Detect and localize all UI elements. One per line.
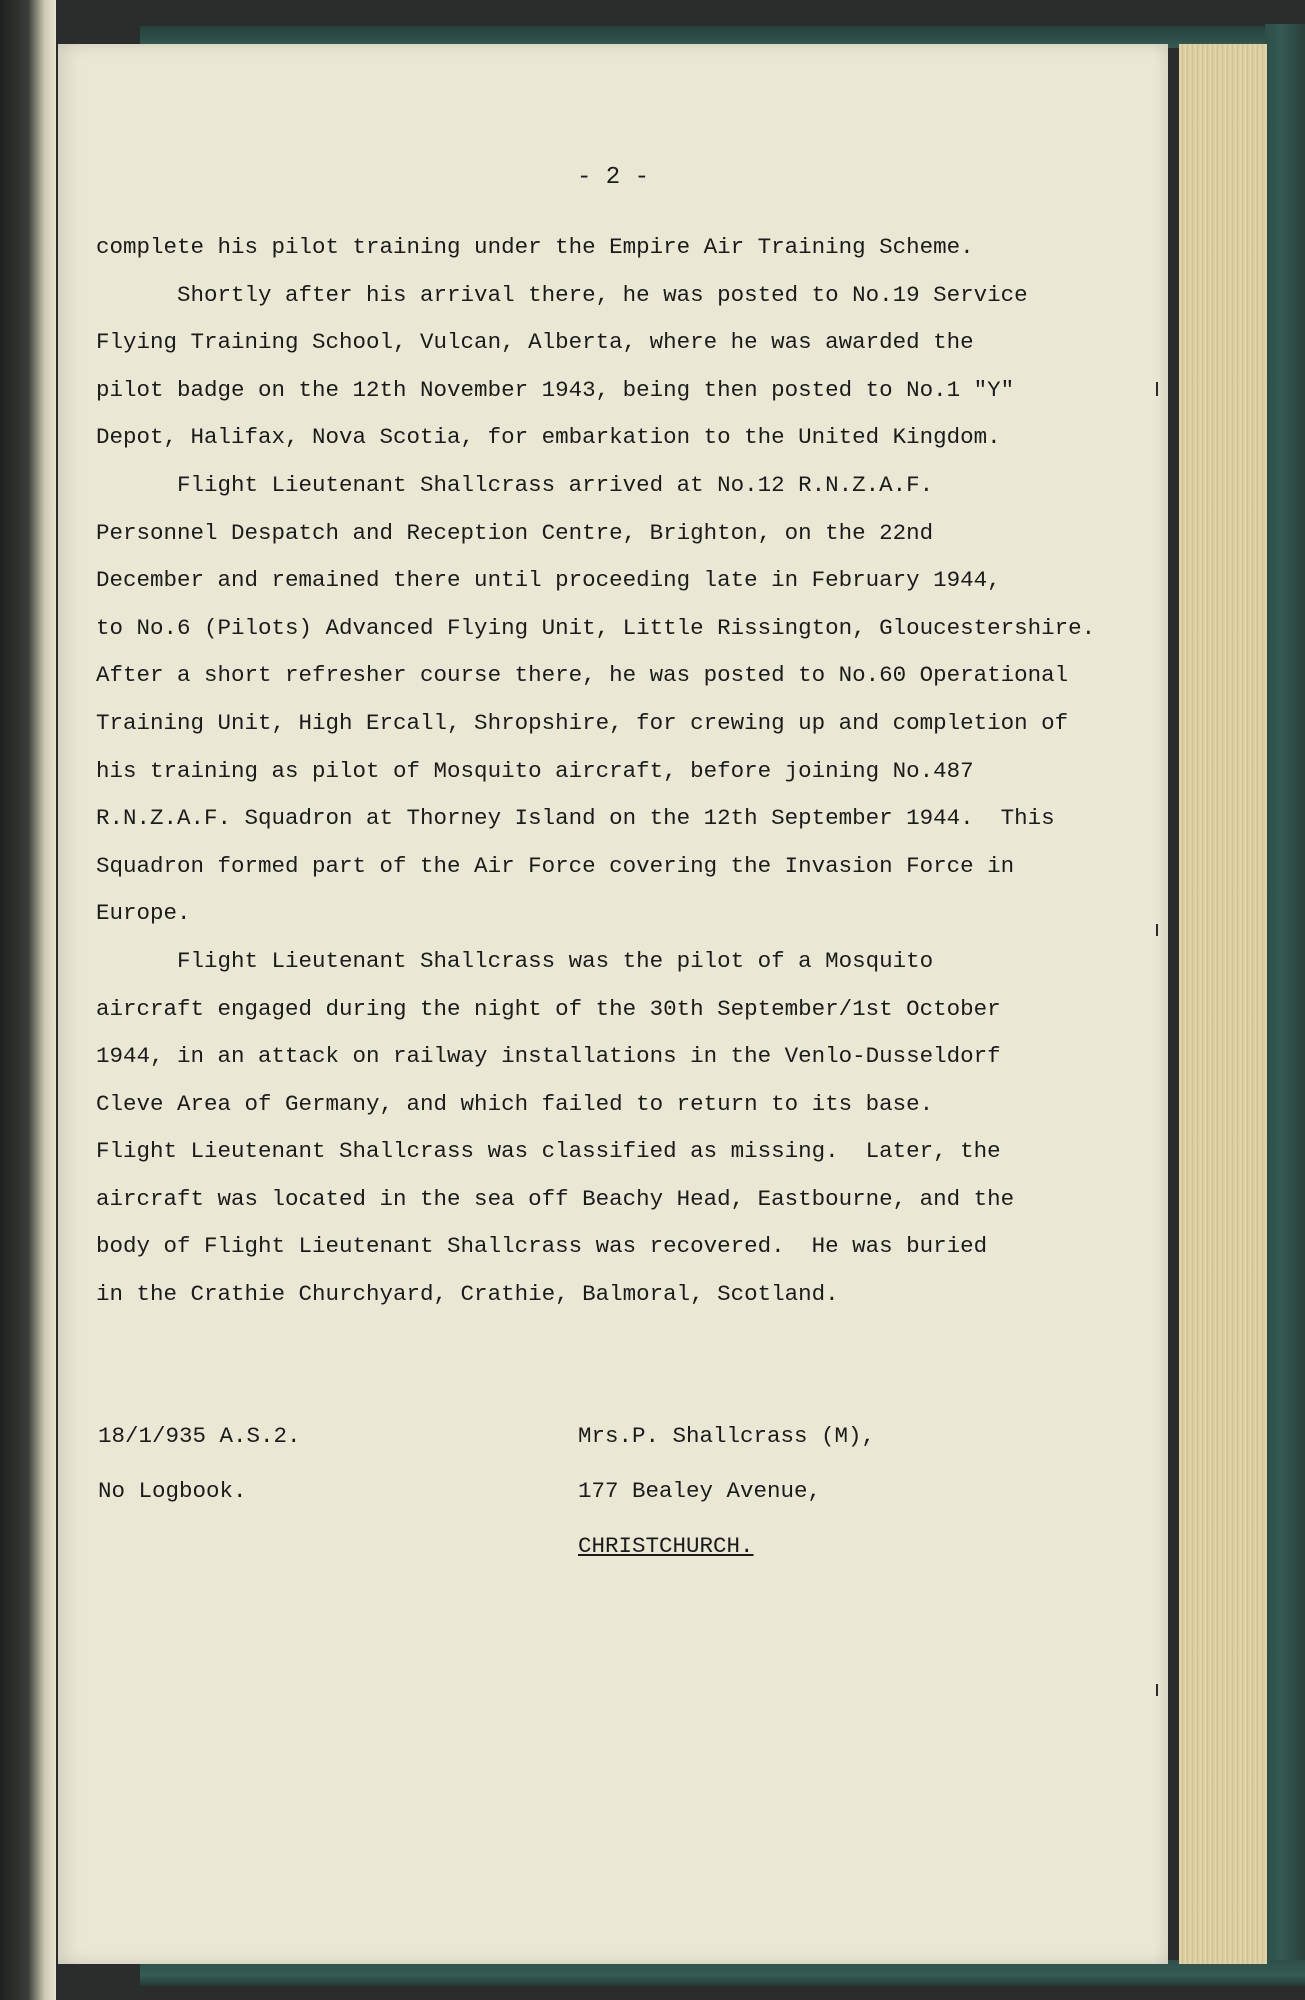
page-number: - 2 - xyxy=(576,164,649,191)
body-line: in the Crathie Churchyard, Crathie, Balmoral, Scotland. xyxy=(96,1281,839,1308)
file-reference: 18/1/935 A.S.2. xyxy=(98,1423,301,1449)
document-page xyxy=(58,44,1168,1964)
body-line: Depot, Halifax, Nova Scotia, for embarkation to the United Kingdom. xyxy=(96,424,1001,451)
margin-mark xyxy=(1156,382,1158,396)
addressee-name: Mrs.P. Shallcrass (M), xyxy=(578,1423,876,1449)
body-line: After a short refresher course there, he was posted to No.60 Operational xyxy=(96,662,1069,689)
logbook-note: No Logbook. xyxy=(98,1478,247,1504)
cover-right-edge xyxy=(1265,24,1305,1984)
margin-mark xyxy=(1156,1684,1158,1696)
binding-edge xyxy=(0,0,56,2000)
page-stack xyxy=(1179,44,1267,1964)
body-line: aircraft engaged during the night of the 30th September/1st October xyxy=(96,995,1001,1022)
footer-address xyxy=(578,1409,875,1574)
body-line: 1944, in an attack on railway installations in the Venlo-Dusseldorf xyxy=(96,1043,1001,1070)
body-line: Shortly after his arrival there, he was posted to No.19 Service xyxy=(96,281,1028,308)
body-line: Personnel Despatch and Reception Centre, Brighton, on the 22nd xyxy=(96,519,934,546)
body-line: R.N.Z.A.F. Squadron at Thorney Island on the 12th September 1944. This xyxy=(96,805,1055,832)
margin-mark xyxy=(1156,924,1158,936)
address-street: 177 Bealey Avenue, xyxy=(578,1478,822,1504)
body-line: to No.6 (Pilots) Advanced Flying Unit, Little Rissington, Gloucestershire. xyxy=(96,614,1096,641)
document-body xyxy=(96,224,1136,1319)
body-line: Cleve Area of Germany, and which failed to return to its base. xyxy=(96,1090,934,1117)
body-line: body of Flight Lieutenant Shallcrass was recovered. He was buried xyxy=(96,1233,988,1260)
body-line: pilot badge on the 12th November 1943, being then posted to No.1 "Y" xyxy=(96,376,1015,403)
body-line: Training Unit, High Ercall, Shropshire, for crewing up and completion of xyxy=(96,709,1069,736)
body-line: aircraft was located in the sea off Beachy Head, Eastbourne, and the xyxy=(96,1185,1015,1212)
body-line: Flight Lieutenant Shallcrass was classified as missing. Later, the xyxy=(96,1138,1001,1165)
address-city: CHRISTCHURCH. xyxy=(578,1533,754,1559)
body-line: Flying Training School, Vulcan, Alberta, where he was awarded the xyxy=(96,329,974,356)
body-line: Flight Lieutenant Shallcrass was the pilot of a Mosquito xyxy=(96,947,934,974)
body-line: complete his pilot training under the Empire Air Training Scheme. xyxy=(96,234,974,260)
footer-reference xyxy=(98,1409,301,1519)
body-line: Flight Lieutenant Shallcrass arrived at No.12 R.N.Z.A.F. xyxy=(96,471,934,498)
body-line: December and remained there until proceeding late in February 1944, xyxy=(96,567,1001,594)
body-line: Squadron formed part of the Air Force covering the Invasion Force in xyxy=(96,852,1015,879)
body-line: Europe. xyxy=(96,900,191,927)
body-line: his training as pilot of Mosquito aircraft, before joining No.487 xyxy=(96,757,974,784)
